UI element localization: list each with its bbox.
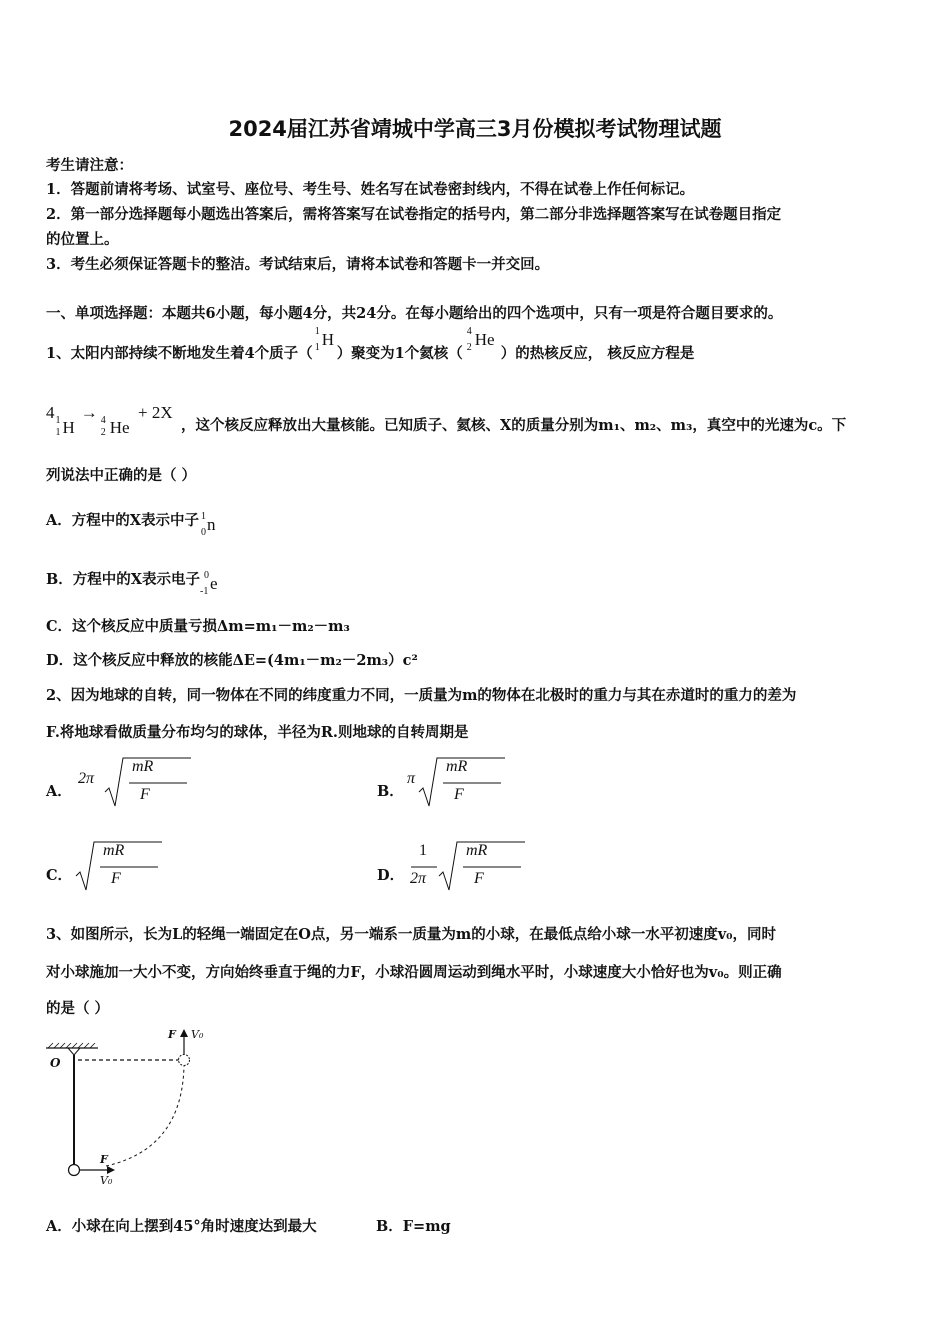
helium-symbol: 4 2 He bbox=[466, 326, 495, 353]
q1-option-b-text: B．方程中的X表示电子 bbox=[46, 571, 201, 588]
q2-option-d-frac-den: 2π bbox=[410, 870, 427, 887]
q2-option-b-coef: π bbox=[407, 770, 416, 787]
label-o: O bbox=[50, 1056, 61, 1070]
q3-stem-line3: 的是（ ） bbox=[46, 1000, 110, 1017]
q2-option-b-label: B． bbox=[377, 783, 404, 800]
q3-option-b[interactable]: B．F=mg bbox=[376, 1218, 451, 1235]
q2-option-c-den: F bbox=[111, 870, 121, 887]
label-v-top: V₀ bbox=[191, 1028, 204, 1041]
q2-option-d-label: D． bbox=[377, 867, 405, 884]
q1-stem-line3: 列说法中正确的是（ ） bbox=[46, 467, 197, 484]
notice-item-2: 2．第一部分选择题每小题选出答案后，需将答案写在试卷指定的括号内，第二部分非选择题答案写在试卷题目指定 bbox=[46, 206, 782, 223]
q1-stem-c: ）的热核反应， 核反应方程是 bbox=[500, 345, 695, 362]
proton-symbol: 1 1 H bbox=[314, 326, 334, 353]
q2-stem-line2: F.将地球看做质量分布均匀的球体，半径为R.则地球的自转周期是 bbox=[46, 724, 469, 741]
q2-option-d-frac-num: 1 bbox=[419, 842, 427, 859]
equation-rest: + 2X bbox=[138, 403, 173, 422]
q1-option-a-text: A．方程中的X表示中子 bbox=[46, 512, 199, 529]
pendulum-diagram bbox=[44, 1024, 224, 1194]
q3-option-a[interactable]: A．小球在向上摆到45°角时速度达到最大 bbox=[46, 1218, 317, 1235]
q1-stem-b: ）聚变为1个氦核（ bbox=[336, 345, 463, 362]
q2-option-a-den: F bbox=[140, 786, 150, 803]
q1-option-d[interactable]: D．这个核反应中释放的核能ΔE=(4m₁－m₂－2m₃）c² bbox=[46, 652, 418, 669]
fusion-equation: 4 1 1 H → 4 2 He + 2X bbox=[46, 403, 173, 438]
q2-option-a-label: A． bbox=[46, 783, 72, 800]
q1-option-a[interactable]: A．方程中的X表示中子 1 0 n bbox=[46, 511, 216, 538]
q2-option-b-den: F bbox=[454, 786, 464, 803]
q2-stem-line1: 2、因为地球的自转，同一物体在不同的纬度重力不同，一质量为m的物体在北极时的重力与其在赤道时的重力的差为 bbox=[46, 687, 797, 704]
q3-stem-line1: 3、如图所示，长为L的轻绳一端固定在O点，另一端系一质量为m的小球，在最低点给小球一水平初速度v₀，同时 bbox=[46, 926, 777, 943]
label-v-bottom: V₀ bbox=[100, 1174, 113, 1187]
q2-option-a-num: mR bbox=[132, 758, 154, 775]
q2-option-c-label: C． bbox=[46, 867, 73, 884]
page-title: 2024届江苏省靖城中学高三3月份模拟考试物理试题 bbox=[228, 117, 722, 141]
q2-option-d-num: mR bbox=[466, 842, 488, 859]
q3-stem-line2: 对小球施加一大小不变，方向始终垂直于绳的力F，小球沿圆周运动到绳水平时，小球速度大小恰好也为v₀。则正确 bbox=[46, 964, 782, 981]
label-f-top: F bbox=[168, 1028, 176, 1041]
notice-item-1: 1．答题前请将考场、试室号、座位号、考生号、姓名写在试卷密封线内，不得在试卷上作任何标记。 bbox=[46, 181, 695, 198]
q2-option-b-num: mR bbox=[446, 758, 468, 775]
q1-option-b[interactable]: B．方程中的X表示电子 0 -1 e bbox=[46, 570, 218, 597]
notice-item-3: 3．考生必须保证答题卡的整洁。考试结束后，请将本试卷和答题卡一并交回。 bbox=[46, 256, 550, 273]
label-f-bottom: F bbox=[100, 1153, 108, 1166]
arrow-icon: → bbox=[80, 403, 98, 422]
section-heading: 一、单项选择题：本题共6小题，每小题4分，共24分。在每小题给出的四个选项中，只有一项是符合题目要求的。 bbox=[46, 305, 783, 322]
q2-option-c-num: mR bbox=[103, 842, 125, 859]
q1-stem-a: 1、太阳内部持续不断地发生着4个质子（ bbox=[46, 345, 313, 362]
q2-option-d-den: F bbox=[474, 870, 484, 887]
q1-stem-line2: ，这个核反应释放出大量核能。已知质子、氦核、X的质量分别为m₁、m₂、m₃，真空中的光速为c。下 bbox=[181, 417, 847, 434]
equation-coefficient: 4 bbox=[46, 403, 55, 422]
q2-option-a-coef: 2π bbox=[78, 770, 95, 787]
notice-item-2-cont: 的位置上。 bbox=[46, 231, 119, 248]
q1-option-c[interactable]: C．这个核反应中质量亏损Δm=m₁－m₂－m₃ bbox=[46, 618, 350, 635]
q1-stem-line1 bbox=[46, 326, 695, 363]
pendulum-figure bbox=[44, 1024, 224, 1194]
notice-heading: 考生请注意： bbox=[46, 157, 133, 174]
